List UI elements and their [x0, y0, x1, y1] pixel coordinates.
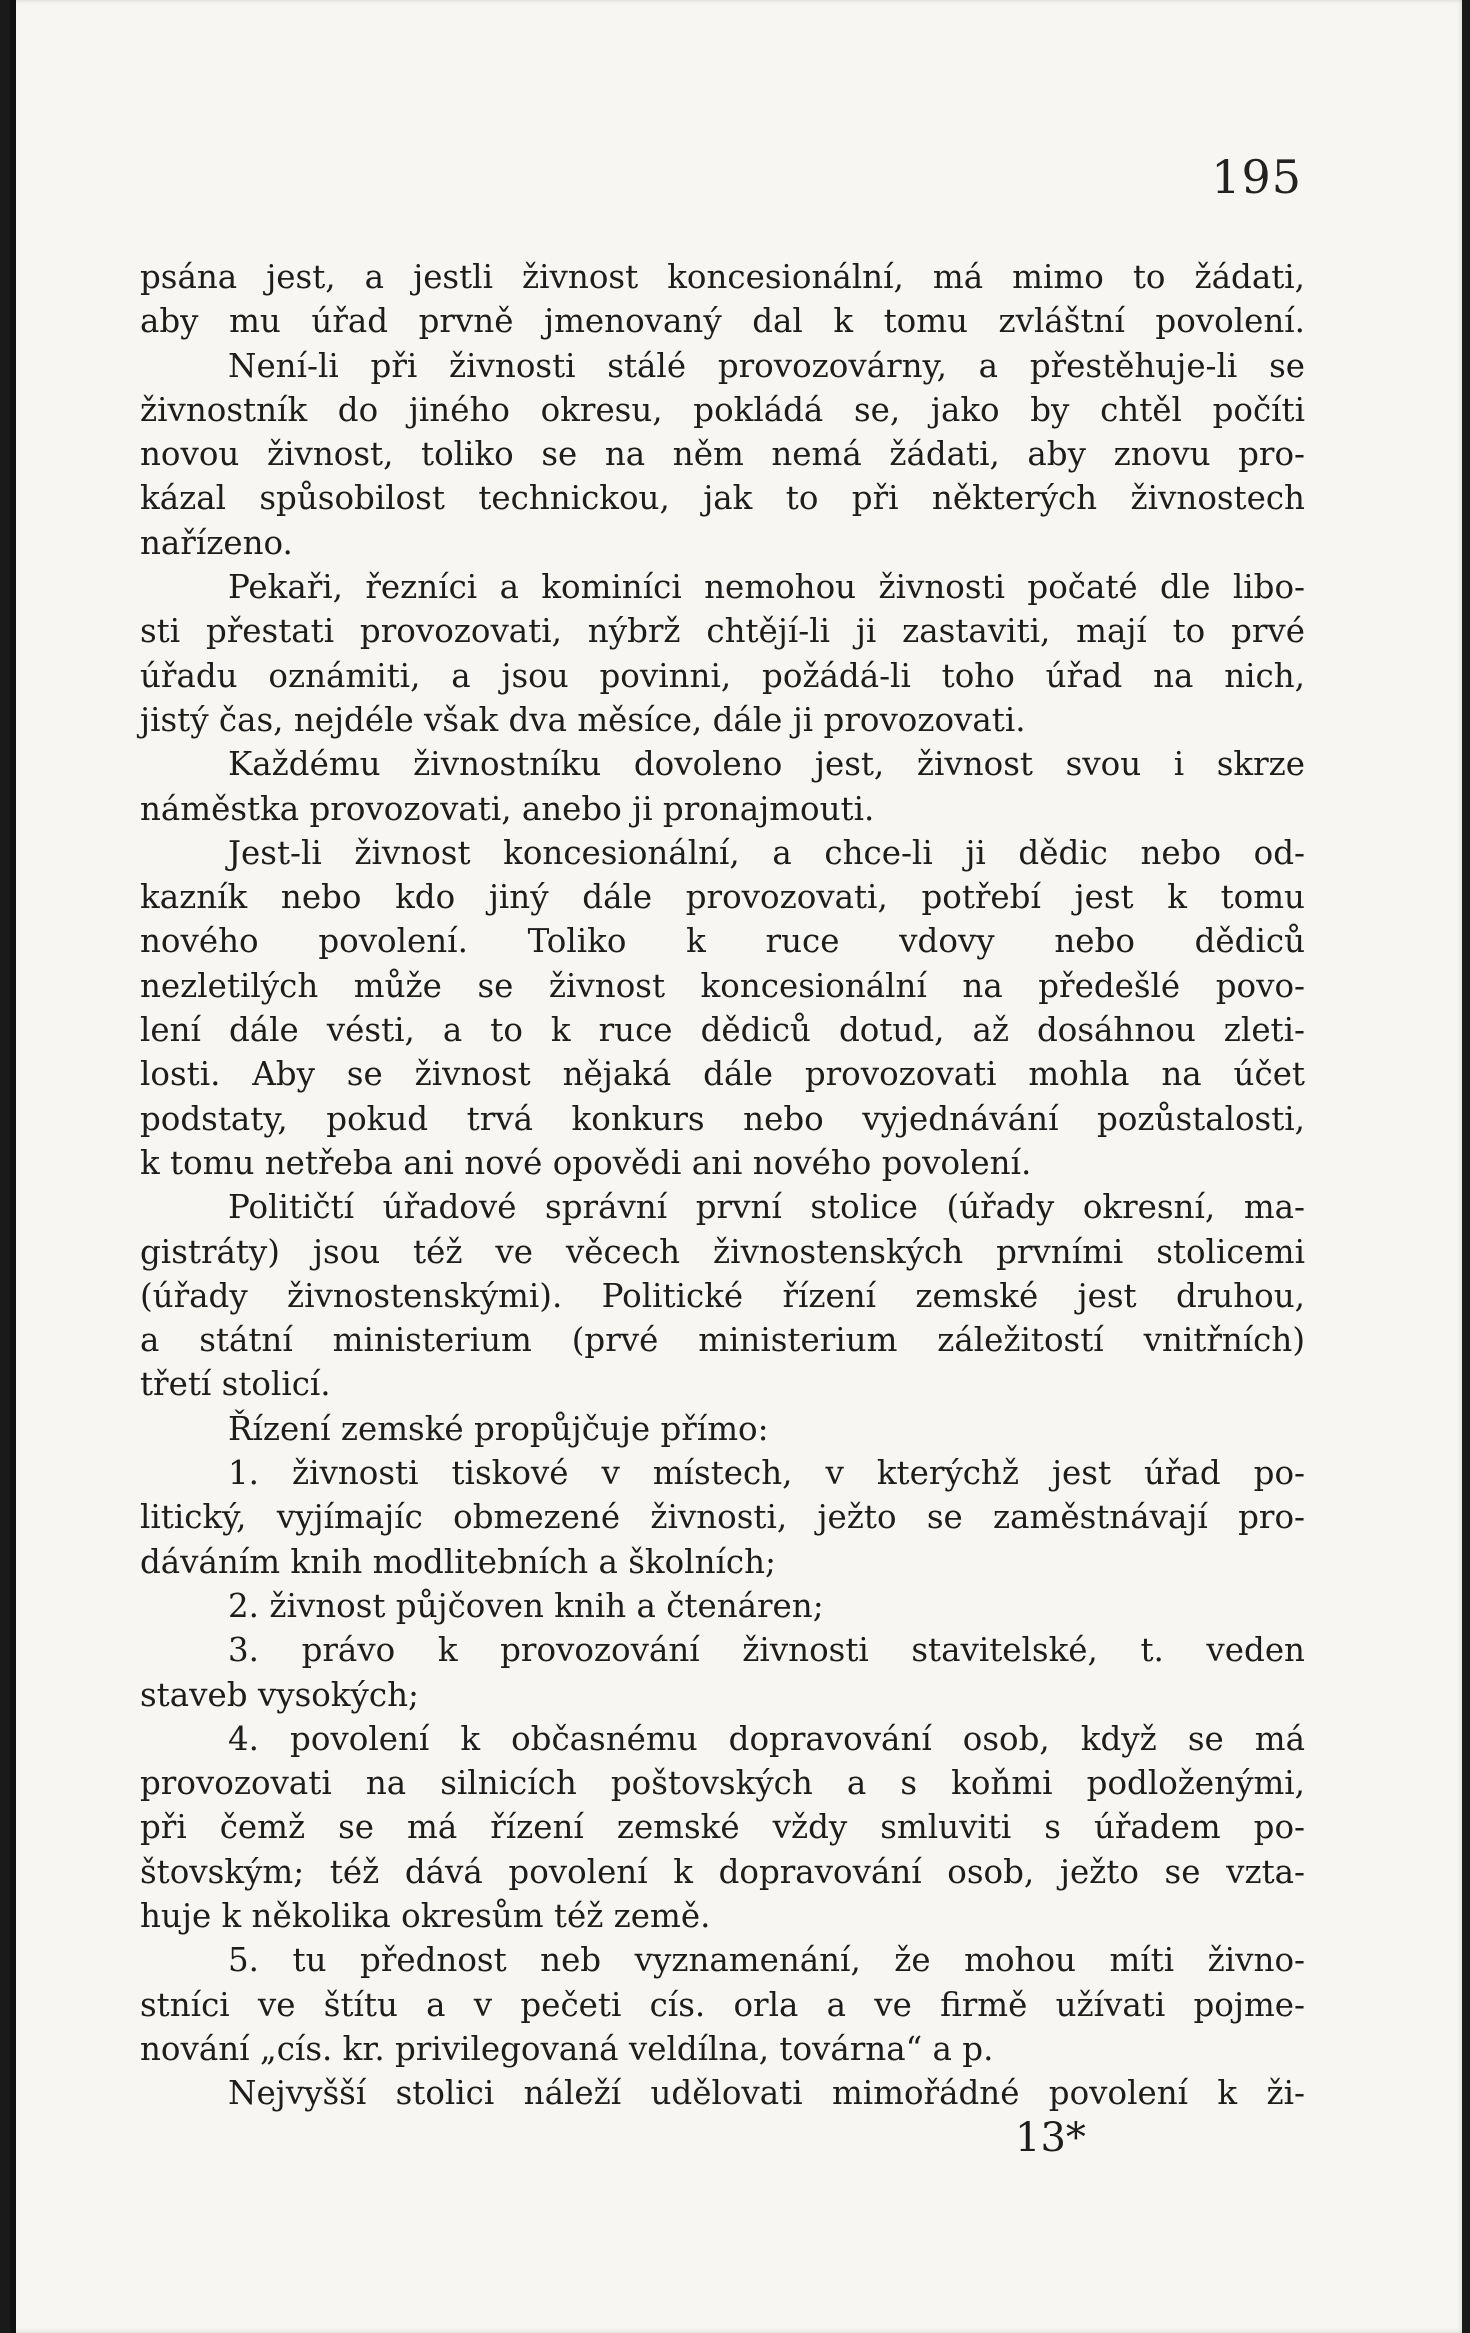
text-line: a státní ministerium (prvé ministerium záležitostí vnitřních) — [140, 1321, 1305, 1360]
text-line: lení dále vésti, a to k ruce dědiců dotud, až dosáhnou zleti- — [140, 1011, 1305, 1050]
text-line: úřadu oznámiti, a jsou povinni, požádá-li toho úřad na nich, — [140, 656, 1305, 695]
text-line: štovským; též dává povolení k dopravování osob, ježto se vzta- — [140, 1852, 1305, 1891]
text-line: nařízeno. — [140, 523, 293, 562]
text-line: 5. tu přednost neb vyznamenání, že mohou míti živno- — [228, 1941, 1305, 1980]
text-line: losti. Aby se živnost nějaká dále provozovati mohla na účet — [140, 1055, 1305, 1094]
text-line: nezletilých může se živnost koncesionální na předešlé povo- — [140, 966, 1305, 1005]
text-line: při čemž se má řízení zemské vždy smluviti s úřadem po- — [140, 1808, 1305, 1847]
text-line: jistý čas, nejdéle však dva měsíce, dále ji provozovati. — [140, 700, 1026, 739]
body-text — [140, 255, 1305, 2115]
text-line: psána jest, a jestli živnost koncesionální, má mimo to žádati, — [140, 258, 1305, 296]
text-line: Pekaři, řezníci a kominíci nemohou živnosti počaté dle libo- — [228, 568, 1305, 607]
text-line: litický, vyjímajíc obmezené živnosti, ježto se zaměstnávají pro- — [140, 1498, 1305, 1537]
text-line: stníci ve štítu a v pečeti cís. orla a ve firmě užívati pojme- — [140, 1985, 1305, 2024]
signature-mark: 13* — [1015, 2115, 1086, 2161]
text-line: 1. živnosti tiskové v místech, v kterýchž jest úřad po- — [228, 1454, 1305, 1493]
page-edge-rule — [10, 0, 16, 2333]
text-line: nování „cís. kr. privilegovaná veldílna, továrna“ a p. — [140, 2029, 994, 2068]
text-line: Političtí úřadové správní první stolice (úřady okresní, ma- — [228, 1188, 1305, 1227]
text-line: Jest-li živnost koncesionální, a chce-li ji dědic nebo od- — [228, 833, 1305, 872]
text-line: kazník nebo kdo jiný dále provozovati, potřebí jest k tomu — [140, 878, 1305, 917]
text-line: provozovati na silnicích poštovských a s koňmi podloženými, — [140, 1764, 1305, 1803]
text-line: podstaty, pokud trvá konkurs nebo vyjednávání pozůstalosti, — [140, 1099, 1305, 1138]
text-line: 2. živnost půjčoven knih a čtenáren; — [228, 1586, 824, 1625]
page-number: 195 — [1211, 150, 1302, 204]
text-line: živnostník do jiného okresu, pokládá se, jako by chtěl počíti — [140, 390, 1305, 429]
text-line: staveb vysokých; — [140, 1675, 419, 1714]
text-line: Každému živnostníku dovoleno jest, živnost svou i skrze — [228, 745, 1305, 784]
text-line: gistráty) jsou též ve věcech živnostenských prvními stolicemi — [140, 1232, 1305, 1271]
text-line: třetí stolicí. — [140, 1365, 331, 1404]
text-line: sti přestati provozovati, nýbrž chtějí-li ji zastaviti, mají to prvé — [140, 612, 1305, 651]
text-line: k tomu netřeba ani nové opovědi ani nového povolení. — [140, 1143, 1032, 1182]
text-line: Není-li při živnosti stálé provozovárny, a přestěhuje-li se — [228, 346, 1305, 385]
text-line: dáváním knih modlitebních a školních; — [140, 1542, 776, 1581]
text-line: Nejvyšší stolici náleží udělovati mimořádné povolení k ži- — [228, 2074, 1305, 2113]
text-line: 4. povolení k občasnému dopravování osob, když se má — [228, 1719, 1305, 1758]
text-line: huje k několika okresům též země. — [140, 1896, 711, 1935]
text-line: nového povolení. Toliko k ruce vdovy nebo dědiců — [140, 922, 1305, 961]
text-line: (úřady živnostenskými). Politické řízení zemské jest druhou, — [140, 1276, 1305, 1315]
text-line: náměstka provozovati, anebo ji pronajmouti. — [140, 789, 875, 828]
text-line: aby mu úřad prvně jmenovaný dal k tomu zvláštní povolení. — [140, 302, 1305, 341]
text-line: kázal spůsobilost technickou, jak to při některých živnostech — [140, 479, 1305, 518]
text-line: Řízení zemské propůjčuje přímo: — [228, 1409, 769, 1448]
text-line: 3. právo k provozování živnosti stavitelské, t. veden — [228, 1631, 1305, 1670]
book-page — [10, 0, 1462, 2333]
text-line: novou živnost, toliko se na něm nemá žádati, aby znovu pro- — [140, 435, 1305, 474]
